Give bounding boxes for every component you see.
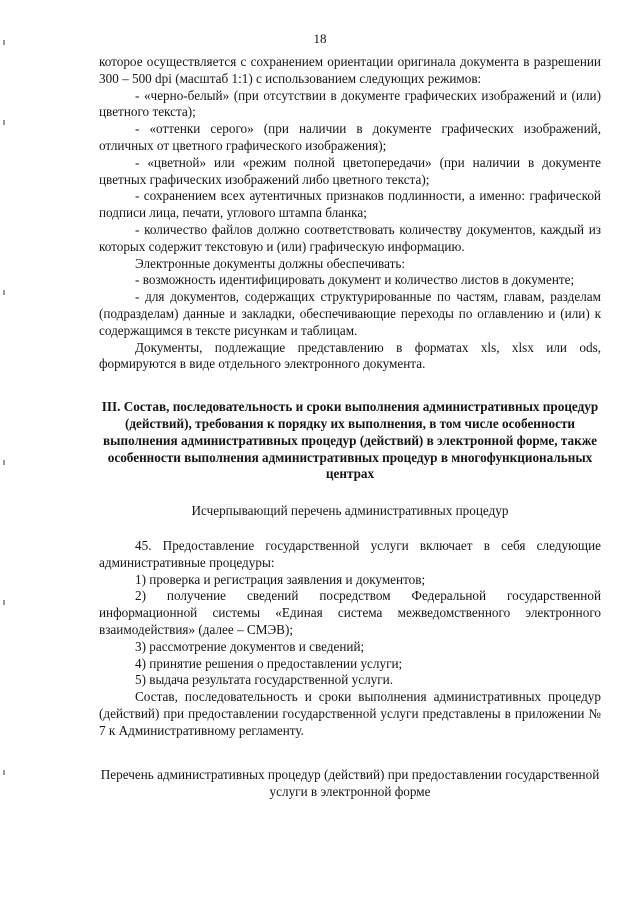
procedure-item: 3) рассмотрение документов и сведений; xyxy=(135,638,365,654)
scan-margin-mark xyxy=(3,120,5,125)
procedure-item: 2) получение сведений посредством Федеральной государственной информационной системы «Единая система межведомственного электронного взаимодействия» (далее – СМЭВ); xyxy=(99,588,601,637)
electronic-docs-item: - для документов, содержащих структурированные по частям, главам, разделам (подразделам) данные и закладки, обеспечивающие переходы по оглавлению и (или) к содержащимся в тексте рисункам и таблицам. xyxy=(99,289,601,338)
spreadsheet-formats-paragraph: Документы, подлежащие представлению в форматах xls, xlsx или ods, формируются в виде отдельного электронного документа. xyxy=(99,339,601,372)
page-number: 18 xyxy=(313,31,327,46)
scan-margin-mark xyxy=(3,770,5,775)
procedure-item: 5) выдача результата государственной услуги. xyxy=(135,672,394,688)
procedure-item: 1) проверка и регистрация заявления и документов; xyxy=(135,571,426,587)
electronic-docs-intro: Электронные документы должны обеспечивать: xyxy=(135,255,406,271)
scan-margin-mark xyxy=(3,460,5,465)
closing-paragraph: Состав, последовательность и сроки выполнения административных процедур (действий) при предоставлении государственной услуги представлены в приложении № 7 к Административному регламенту. xyxy=(99,689,601,738)
mode-item: - «оттенки серого» (при наличии в документе графических изображений, отличных от цветного графического изображения); xyxy=(99,121,601,153)
intro-paragraph: которое осуществляется с сохранением ориентации оригинала документа в разрешении 300 – 500 dpi (масштаб 1:1) с использованием следующих режимов: xyxy=(99,54,601,86)
document-body xyxy=(99,54,601,801)
mode-item: - «черно-белый» (при отсутствии в документе графических изображений и (или) цветного текста); xyxy=(99,87,601,120)
scan-margin-mark xyxy=(3,600,5,605)
requirement-item: - количество файлов должно соответствовать количеству документов, каждый из которых содержит текстовую и (или) графическую информацию. xyxy=(99,221,601,254)
final-heading: Перечень административных процедур (действий) при предоставлении государственной услуги в электронной форме xyxy=(100,767,600,800)
clause-45: 45. Предоставление государственной услуги включает в себя следующие административные процедуры: xyxy=(99,537,601,570)
subheading: Исчерпывающий перечень административных процедур xyxy=(191,503,509,519)
requirement-item: - сохранением всех аутентичных признаков подлинности, а именно: графической подписи лица, печати, углового штампа бланка; xyxy=(99,188,601,221)
scan-margin-mark xyxy=(3,290,5,295)
mode-item: - «цветной» или «режим полной цветопередачи» (при наличии в документе цветных графических изображений либо цветного текста); xyxy=(99,154,601,187)
electronic-docs-item: - возможность идентифицировать документ и количество листов в документе; xyxy=(135,272,575,288)
procedure-item: 4) принятие решения о предоставлении услуги; xyxy=(135,655,403,671)
section-heading: III. Состав, последовательность и сроки выполнения административных процедур (действий), требования к порядку их выполнения, в том числе особенности выполнения административных процедур (действий) в электронной форме, также особенности выполнения административных процедур в многофункциональных центрах xyxy=(101,399,599,482)
